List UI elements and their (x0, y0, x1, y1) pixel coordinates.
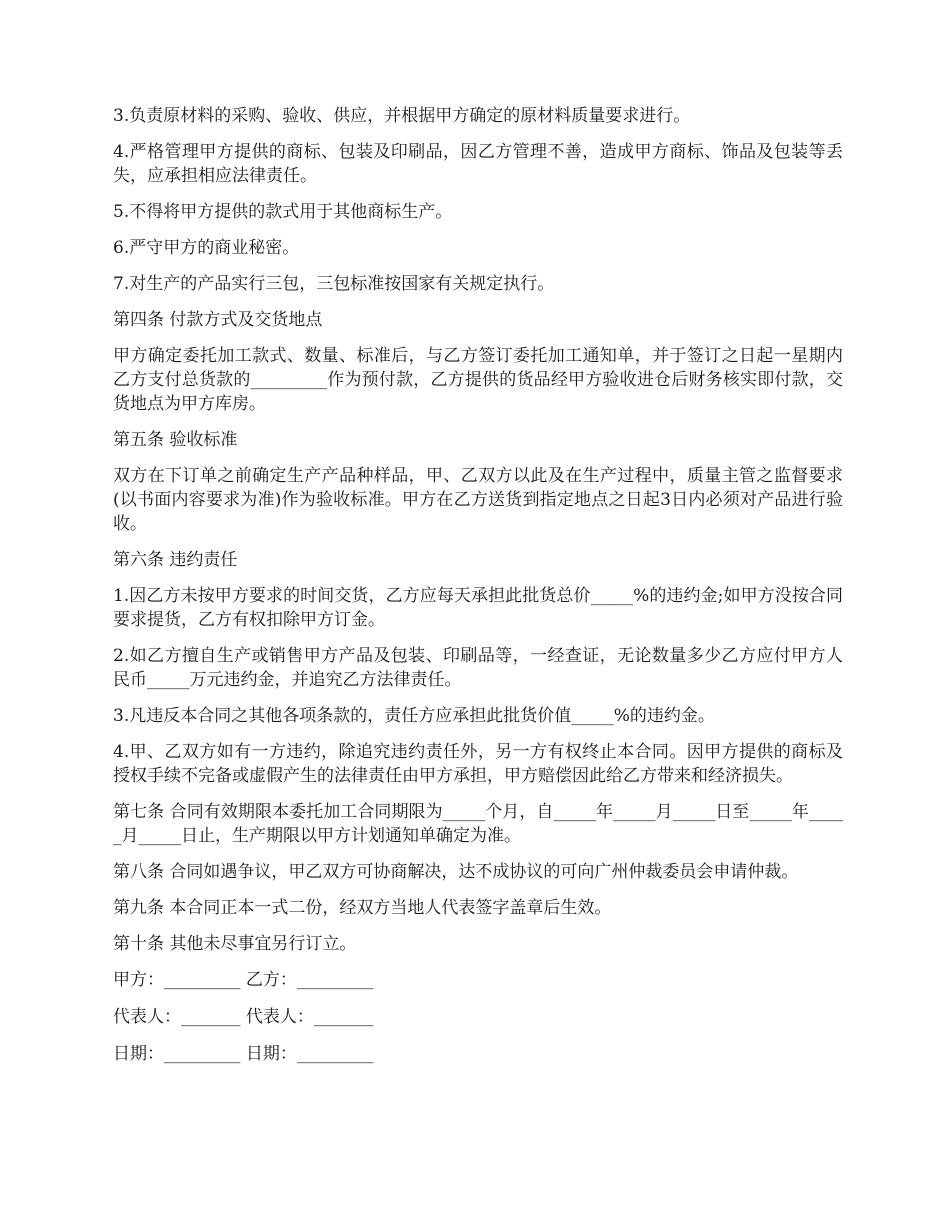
article-6-heading: 第六条 违约责任 (113, 550, 238, 570)
article-10: 第十条 其他未尽事宜另行订立。 (113, 934, 357, 954)
article-6-item-4: 4.甲、乙双方如有一方违约，除追究违约责任外，另一方有权终止本合同。因甲方提供的商标及授权手续不完备或虚假产生的法律责任由甲方承担，甲方赔偿因此给乙方带来和经济损失。 (113, 742, 843, 786)
article-4-body: 甲方确定委托加工款式、数量、标准后，与乙方签订委托加工通知单，并于签订之日起一星期内乙方支付总货款的_________作为预付款，乙方提供的货品经甲方验收进仓后财务核实即付款，交货地点为甲方库房。 (113, 346, 843, 414)
article-6-item-2: 2.如乙方擅自生产或销售甲方产品及包装、印刷品等，一经查证，无论数量多少乙方应付甲方人民币_____万元违约金，并追究乙方法律责任。 (113, 646, 843, 690)
article-4-heading: 第四条 付款方式及交货地点 (113, 310, 323, 330)
article-8: 第八条 合同如遇争议，甲乙双方可协商解决，达不成协议的可向广州仲裁委员会申请仲裁。 (113, 862, 799, 882)
signature-representative-line: 代表人：_______ 代表人：_______ (113, 1007, 374, 1027)
clause-item-6: 6.严守甲方的商业秘密。 (113, 238, 300, 258)
article-5-body: 双方在下订单之前确定生产产品种样品，甲、乙双方以此及在生产过程中，质量主管之监督要求(以书面内容要求为准)作为验收标准。甲方在乙方送货到指定地点之日起3日内必须对产品进行验收。 (113, 466, 843, 534)
contract-document (113, 104, 843, 1079)
article-6-item-3: 3.凡违反本合同之其他各项条款的，责任方应承担此批货价值_____%的违约金。 (113, 706, 715, 726)
clause-item-7: 7.对生产的产品实行三包，三包标准按国家有关规定执行。 (113, 274, 555, 294)
clause-item-3: 3.负责原材料的采购、验收、供应，并根据甲方确定的原材料质量要求进行。 (113, 106, 691, 126)
article-7: 第七条 合同有效期限本委托加工合同期限为_____个月，自_____年_____月_____日至_____年_____月_____日止，生产期限以甲方计划通知单确定为准。 (113, 802, 843, 846)
signature-party-line: 甲方：_________ 乙方：_________ (113, 970, 374, 990)
article-6-item-1: 1.因乙方未按甲方要求的时间交货，乙方应每天承担此批货总价_____%的违约金;如甲方没按合同要求提货，乙方有权扣除甲方订金。 (113, 586, 843, 630)
article-9: 第九条 本合同正本一式二份，经双方当地人代表签字盖章后生效。 (113, 898, 612, 918)
clause-item-5: 5.不得将甲方提供的款式用于其他商标生产。 (113, 202, 453, 222)
clause-item-4: 4.严格管理甲方提供的商标、包装及印刷品，因乙方管理不善，造成甲方商标、饰品及包装等丢失，应承担相应法律责任。 (113, 142, 843, 186)
signature-date-line: 日期：_________ 日期：_________ (113, 1044, 374, 1064)
article-5-heading: 第五条 验收标准 (113, 430, 238, 450)
